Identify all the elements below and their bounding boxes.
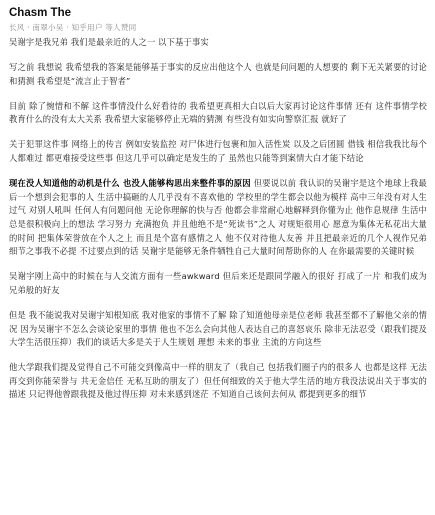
- author-header: [9, 6, 427, 34]
- upvoters-line: 长风 · 南翠小吴 · 知乎用户 等人赞同: [9, 23, 137, 32]
- paragraph: 关于犯罪这件事 网络上的传言 例如安装监控 对尸体进行包裹和加入活性炭 以及之后团圆 借钱 相信我我比每个人都难过 都更难接受这些事 但这几乎可以确定是发生的了 虽然也只能等到案情大白才能下结论: [9, 139, 427, 164]
- paragraph: 吴谢宇刚上高中的时候在与人交流方面有一些awkward 但后来还是跟同学融入的很好 打成了一片 和我们成为兄弟般的好友: [9, 271, 427, 295]
- author-name[interactable]: Chasm The: [9, 7, 71, 19]
- paragraph: 他大学跟我们提及觉得自己不可能交到像高中一样的朋友了（我自己 包括我们圈子内的很多人 也都是这样 无法再交到你能荣誉与 共无金信任 无私互助的朋友了）但任何细致的关于他大学生活的地方我没法说出关于事实的描述 只记得他曾跟我提及他过得压抑 对未来感到迷茫 不知道自己该何去何从 都提到更多的细节: [9, 362, 427, 400]
- paragraph: 目前 除了惋惜和不解 这件事情没什么好看待的 我希望更真相大白以后大家再讨论这件事情 还有 这件事情学校教育什么的没有太大关系 我希望大家能够停止无端的猜测 有些没有如实向警察汇报 就好了: [9, 100, 427, 125]
- highlighted-text: 现在没人知道他的动机是什么 也没人能够构思出来整件事的原因: [9, 178, 251, 189]
- paragraph: 但是 我不能说我对吴谢宇知根知底 我对他家的事情不了解 除了知道他母亲是位老师 我甚至都不了解他父亲的情况 因为吴谢宇不怎么会谈论家里的事情 他也不怎么会向其他人表达自己的喜怒哀乐 除非无法忍受（跟我们提及大学生活很压抑）我们的谈话大多是关于人生规划 理想 未来的事业 主流的方向这些: [9, 309, 427, 348]
- paragraph: 现在没人知道他的动机是什么 也没人能够构思出来整件事的原因 但要说以前 我认识的吴谢宇是这个地球上我最后一个想到会犯事的人 生活中搞砸的人几乎没有不喜欢他的 学校里的学生都会以他为模样 高中三年没有对人生过气 对别人吼叫 任何人有问题问他 无论你理解的快与否 他都会非常耐心地解释到你懂为止 他作息规律 生活中总是很积极向上的想法 学习努力 充满抱负 并且他绝不是“死读书”之人 对规矩很用心 愿意为集体无私花出大量的时间 把集体荣誉放在个人之上 而且是个富有感情之人 他不仅对待他人友善 并且把最亲近的几个人视作兄弟 细节之事我不必提 不过要点到的话 吴谢宇是能够无条件牺牲自己大量时间帮助你的人 在你最需要的关键时候: [9, 178, 427, 257]
- answer-body: [9, 36, 427, 402]
- paragraph: 写之前 我想说 我希望我的答案是能够基于事实的反应出他这个人 也就是问问题的人想要的 剩下无关紧要的讨论和猜测 我希望是“流言止于智者”: [9, 62, 427, 86]
- paragraph: 吴谢宇是我兄弟 我们是最亲近的人之一 以下基于事实: [9, 37, 209, 47]
